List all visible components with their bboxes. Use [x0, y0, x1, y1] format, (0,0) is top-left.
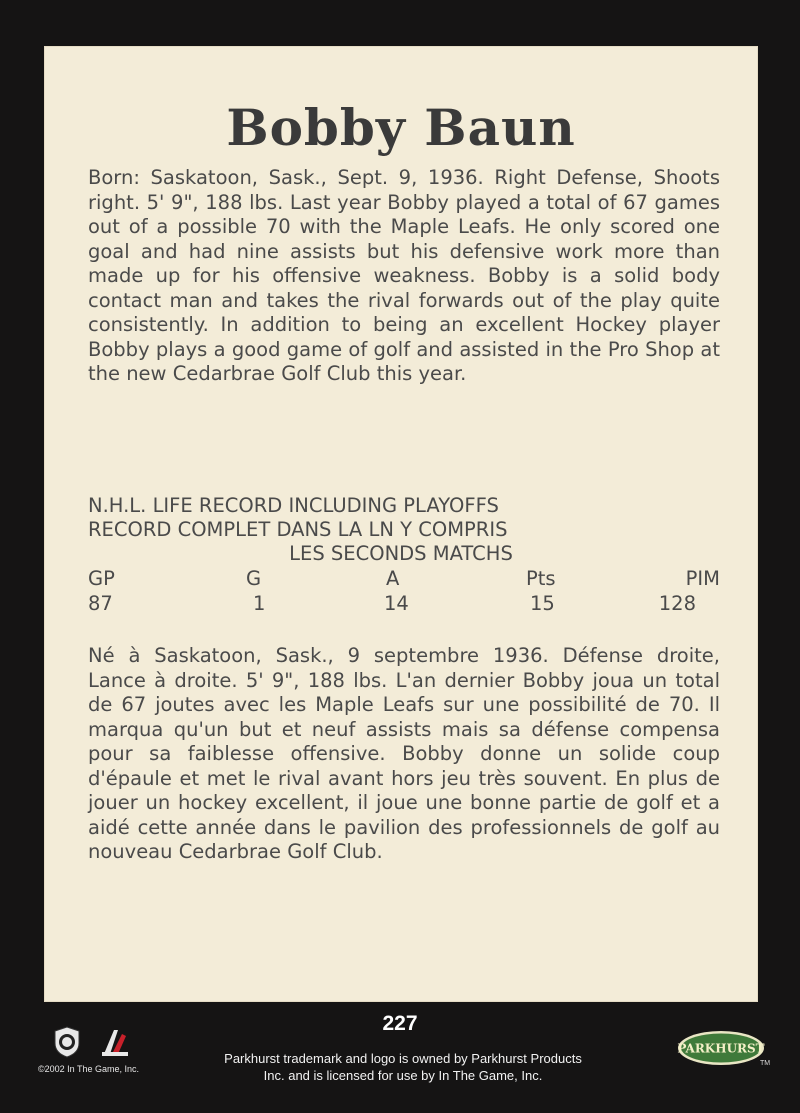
stats-value-gp: 87 [88, 592, 113, 615]
player-name: Bobby Baun [226, 98, 576, 157]
stats-header-g: G [246, 567, 262, 590]
record-heading-french-2: LES SECONDS MATCHS [289, 542, 513, 565]
stats-header-pts: Pts [526, 567, 556, 590]
stats-header-gp: GP [88, 567, 115, 590]
stats-header-pim: PIM [685, 567, 720, 590]
parkhurst-logo [676, 1028, 766, 1068]
bio-french: Né à Saskatoon, Sask., 9 septembre 1936. Défense droite, Lance à droite. 5' 9", 188 lbs. L'an dernier Bobby joua un total de 67 joutes avec les Maple Leafs sur une possibilité de 70. Il marqua qu'un but et neuf assists mais sa défense compensa pour sa faiblesse offensive. Bobby donne un solide coup d'épaule et met le rival avant hors jeu très souvent. En plus de jouer un hockey excellent, il joue une bonne partie de golf et a aidé cette année dans le pavilion des professionnels de golf au nouveau Cedarbrae Golf Club. [88, 644, 720, 863]
text-panel [44, 46, 758, 1002]
stats-value-a: 14 [384, 592, 409, 615]
stats-values-row [88, 592, 720, 616]
record-heading-english: N.H.L. LIFE RECORD INCLUDING PLAYOFFS [88, 494, 499, 517]
stats-header-a: A [386, 567, 400, 590]
stats-value-pts: 15 [530, 592, 555, 615]
record-heading-french-1: RECORD COMPLET DANS LA LN Y COMPRIS [88, 518, 508, 541]
legal-line-1: Parkhurst trademark and logo is owned by Parkhurst Products [224, 1051, 582, 1066]
stats-value-g: 1 [253, 592, 266, 615]
trademark-symbol: TM [760, 1060, 771, 1067]
legal-text [178, 1050, 628, 1084]
stats-value-pim: 128 [658, 592, 696, 615]
bio-english: Born: Saskatoon, Sask., Sept. 9, 1936. Right Defense, Shoots right. 5' 9", 188 lbs. Last year Bobby played a total of 67 games out of a possible 70 with the Maple Leafs. He only scored one goal and had nine assists but his defensive work more than made up for his offensive weakness. Bobby is a solid body contact man and takes the rival forwards out of the play quite consistently. In addition to being an excellent Hockey player Bobby plays a good game of golf and assisted in the Pro Shop at the new Cedarbrae Golf Club this year. [88, 166, 720, 385]
legal-line-2: Inc. and is licensed for use by In The Game, Inc. [263, 1068, 543, 1083]
copyright-text: ©2002 In The Game, Inc. [38, 1064, 140, 1074]
parkhurst-logo-text: PARKHURST [677, 1041, 765, 1056]
stats-header-row [88, 567, 720, 591]
card-number: 227 [382, 1012, 418, 1035]
